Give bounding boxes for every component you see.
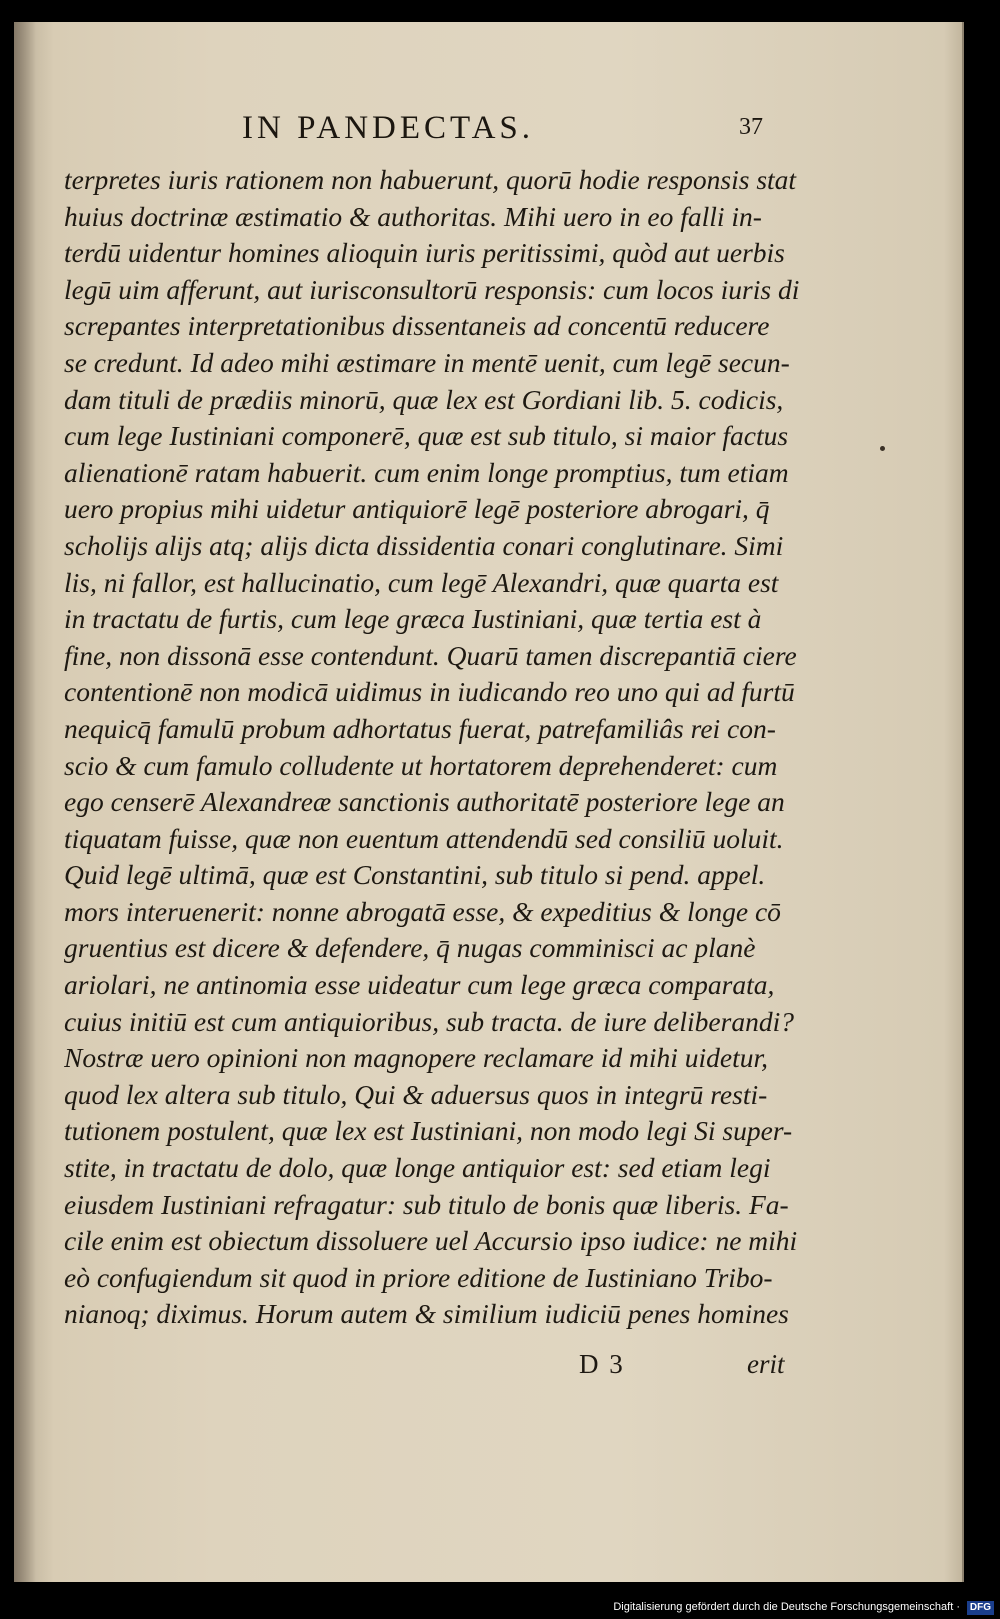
page-number: 37 xyxy=(739,114,763,140)
text-line: nianoq; diximus. Horum autem & similium iudiciū penes homines xyxy=(64,1298,789,1330)
text-line: alienationē ratam habuerit. cum enim longe promptius, tum etiam xyxy=(64,456,789,488)
text-line: ego censerē Alexandreæ sanctionis authoritatē posteriore lege an xyxy=(64,786,785,818)
text-line: screpantes interpretationibus dissentaneis ad concentū reducere xyxy=(64,310,770,342)
catchword: erit xyxy=(747,1349,785,1379)
text-line: cum lege Iustiniani componerē, quæ est sub titulo, si maior factus xyxy=(64,420,789,452)
text-line: legū uim afferunt, aut iurisconsultorū responsis: cum locos iuris di xyxy=(64,273,799,305)
text-line: fine, non dissonā esse contendunt. Quarū tamen discrepantiā ciere xyxy=(64,639,797,671)
text-line: tutionem postulent, quæ lex est Iustiniani, non modo legi Si super- xyxy=(64,1115,793,1147)
text-line: Quid legē ultimā, quæ est Constantini, sub titulo si pend. appel. xyxy=(64,859,766,891)
text-line: huius doctrinæ æstimatio & authoritas. Mihi uero in eo falli in- xyxy=(64,200,762,232)
text-line: gruentius est dicere & defendere, q̄ nugas comminisci ac planè xyxy=(64,932,756,964)
text-line: eiusdem Iustiniani refragatur: sub titulo de bonis quæ liberis. Fa- xyxy=(64,1188,789,1220)
text-line: terpretes iuris rationem non habuerunt, quorū hodie responsis stat xyxy=(64,164,797,195)
text-line: scholijs alijs atq; alijs dicta dissidentia conari conglutinare. Simi xyxy=(64,529,784,561)
body-text xyxy=(64,162,799,1333)
text-line: stite, in tractatu de dolo, quæ longe antiquior est: sed etiam legi xyxy=(64,1152,771,1184)
text-line: tiquatam fuisse, quæ non euentum attendendū sed consiliū uoluit. xyxy=(64,822,784,854)
footer-band xyxy=(0,1598,1000,1619)
text-line: scio & cum famulo colludente ut hortatorem deprehenderet: cum xyxy=(64,749,778,781)
text-line: uero propius mihi uidetur antiquiorē legē posteriore abrogari, q̄ xyxy=(64,493,770,525)
text-line: mors interuenerit: nonne abrogatā esse, & expeditius & longe cō xyxy=(64,895,781,927)
margin-ink-dot xyxy=(880,446,885,451)
binding-shadow xyxy=(14,22,36,1582)
book-page xyxy=(14,22,964,1582)
running-head: IN PANDECTAS. xyxy=(242,110,535,146)
text-line: nequicq̄ famulū probum adhortatus fuerat, patrefamiliâs rei con- xyxy=(64,712,776,744)
text-line: contentionē non modicā uidimus in iudicando reo uno qui ad furtū xyxy=(64,676,795,708)
signature-mark: D 3 xyxy=(579,1349,625,1379)
text-line: terdū uidentur homines alioquin iuris peritissimi, quòd aut uerbis xyxy=(64,237,785,269)
text-line: Nostræ uero opinioni non magnopere reclamare id mihi uidetur, xyxy=(64,1042,769,1074)
dfg-logo: DFG xyxy=(967,1601,994,1615)
text-line: in tractatu de furtis, cum lege græca Iustiniani, quæ tertia est à xyxy=(64,603,762,635)
text-line: lis, ni fallor, est hallucinatio, cum legē Alexandri, quæ quarta est xyxy=(64,566,779,598)
text-line: dam tituli de prædiis minorū, quæ lex est Gordiani lib. 5. codicis, xyxy=(64,383,784,415)
text-line: se credunt. Id adeo mihi æstimare in mentē uenit, cum legē secun- xyxy=(64,346,790,378)
text-line: quod lex altera sub titulo, Qui & aduersus quos in integrū resti- xyxy=(64,1078,768,1110)
text-line: ariolari, ne antinomia esse uideatur cum lege græca comparata, xyxy=(64,969,775,1001)
text-line: cile enim est obiectum dissoluere uel Accursio ipso iudice: ne mihi xyxy=(64,1225,798,1257)
funding-credit: Digitalisierung gefördert durch die Deutsche Forschungsgemeinschaft · xyxy=(613,1601,960,1613)
text-line: cuius initiū est cum antiquioribus, sub tracta. de iure deliberandi? xyxy=(64,1005,794,1037)
text-line: eò confugiendum sit quod in priore editione de Iustiniano Tribo- xyxy=(64,1261,773,1293)
page-header xyxy=(14,92,962,152)
